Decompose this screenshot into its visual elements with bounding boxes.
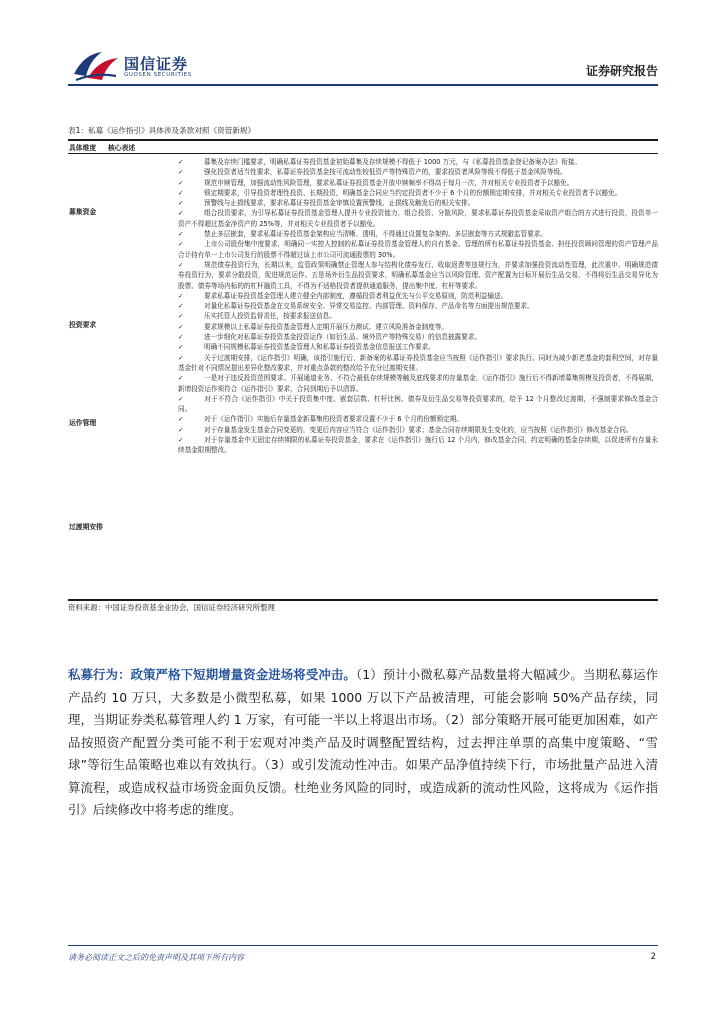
section-label-fundraising: 募集资金 (69, 208, 97, 216)
column-header-dimension: 具体维度 (69, 144, 97, 152)
table-row (178, 311, 658, 321)
check-icon: ✓ (178, 230, 184, 239)
row-text: 关于过渡期安排，《运作指引》明确，该指引施行后，新备案的私募证券投资基金应当按照《运作指引》要求执行。同时为减少新老基金的套利空间，对存量基金针对不同情况提出差异化整改要求，并对重点条款的整改给予充分过渡期安排。 (178, 353, 658, 372)
table-row (178, 373, 658, 394)
row-text: 规范申赎管理，加强流动性风险管理，要求私募证券投资基金开放申赎频率不得高于每月一次，并对相关专业投资者予以豁免。 (204, 178, 574, 187)
table-row (178, 260, 658, 291)
page-header (0, 0, 724, 90)
section-label-investment: 投资要求 (69, 321, 97, 329)
check-icon: ✓ (178, 209, 184, 218)
paragraph-lead: 私募行为：政策严格下短期增量资金进场将受冲击。 (68, 667, 356, 682)
table-row (178, 394, 658, 415)
body-paragraph (68, 664, 658, 822)
table-row (178, 342, 658, 352)
column-header-content: 核心表述 (108, 144, 136, 152)
check-icon: ✓ (178, 436, 184, 445)
table-header-rule (68, 153, 658, 154)
table-row (178, 425, 658, 435)
table-row (178, 178, 658, 188)
table-row (178, 414, 658, 424)
logo-mark-icon (72, 50, 120, 82)
table-row (178, 435, 658, 456)
check-icon: ✓ (178, 158, 184, 166)
table-row (178, 208, 658, 229)
row-text: 对量化私募证券投资基金在交易系统安全、异常交易监控、内部管理、资料保存、产品命名等方面提出规范要求。 (204, 302, 534, 311)
paragraph-text: （1）预计小微私募产品数量将大幅减少。当期私募运作产品约 10 万只，大多数是小微型私募，如果 1000 万以下产品被清理，可能会影响 50%产品存续，同理，当期证券类私募管理人约 1 万家，有可能一半以上将退出市场。（2）部分策略开展可能更加困难，如产品按照资产配置分类可能不利于宏观对冲类产品及时调整配置结构，过去押注单票的高集中度策略、“雪球”等衍生品策略也难以有效执行。（3）或引发流动性冲击。如果产品净值持续下行，市场批量产品进入清算流程，或造成权益市场资金面负反馈。杜绝业务风险的同时，或造成新的流动性风险，这将成为《运作指引》后续修改中将考虑的维度。 (68, 667, 659, 817)
table-top-rule (68, 139, 658, 141)
table-row (178, 332, 658, 342)
row-text: 锁定期要求，引导投资者理性投资、长期投资，明确基金合同应当约定投资者不少于 6 个月的份额锁定期安排，并对相关专业投资者予以豁免。 (204, 188, 622, 197)
table-items (178, 157, 658, 456)
check-icon: ✓ (178, 168, 184, 177)
table-row (178, 157, 658, 167)
check-icon: ✓ (178, 291, 184, 300)
row-text: 强化投资者适当性要求，私募证券投资基金按可流动性较低资产等特殊资产的，要求投资者风险等级不得低于基金风险等级。 (204, 168, 567, 177)
table-bottom-rule (68, 599, 658, 601)
row-text: 预警线与止损线要求，要求私募证券投资基金审慎设置预警线、止损线及触发后的相关安排。 (204, 199, 475, 208)
table-header (68, 142, 658, 152)
row-text: 一是对于违反投资范围要求、开展通道业务、不符合最低存续规模等触及底线要求的存量基金，《运作指引》施行后不得新增募集规模及投资者，不得展期，新增投资运作须符合《运作指引》要求，合同到期后予以清算。 (178, 374, 658, 393)
footer-divider (68, 945, 658, 946)
row-text: 要求规模以上私募证券投资基金管理人定期开展压力测试、建立风险准备金制度等。 (204, 322, 448, 331)
row-text: 对于《运作指引》实施后存量基金新募集的投资者要求设置不少于 6 个月的份额锁定期。 (204, 415, 463, 424)
table-row (178, 239, 658, 260)
check-icon: ✓ (178, 240, 184, 249)
logo-text-cn: 国信证券 (124, 55, 189, 73)
disclaimer-note: 请务必阅读正文之后的免责声明及其项下所有内容 (68, 953, 244, 962)
check-icon: ✓ (178, 302, 184, 311)
row-text: 募集及存续门槛要求，明确私募证券投资基金初始募集及存续规模不得低于 1000 万元，与《私募投资基金登记备案办法》衔接。 (204, 158, 582, 166)
table-row (178, 229, 658, 239)
row-text: 进一步细化对私募证券投资基金投资运作（如衍生品、境外资产等特殊交易）的信息披露要求。 (204, 333, 481, 342)
table-row (178, 322, 658, 332)
row-text: 对于存量基金发生基金合同变更的，变更后内容应当符合《运作指引》要求；基金合同存续期限发生变化的，应当按照《运作指引》修改基金合同。 (204, 425, 633, 434)
table-row (178, 198, 658, 208)
row-text: 组合投资要求，为引导私募证券投资基金管理人提升专业投资能力，组合投资、分散风险，要求私募证券投资基金采取资产组合的方式进行投资，投资单一资产不得超过基金净资产的 25%等，并对相关专业投资者予以豁免。 (178, 209, 658, 228)
row-text: 明确不同规模私募证券投资基金管理人和私募证券投资基金信息报送工作要求。 (204, 343, 435, 352)
check-icon: ✓ (178, 260, 184, 269)
check-icon: ✓ (178, 425, 184, 434)
table-title: 表1：私募《运作指引》具体涉及条款对照《资管新规》 (68, 126, 256, 135)
table-row (178, 188, 658, 198)
row-text: 禁止多层嵌套，要求私募证券投资基金架构应当清晰、透明，不得通过设置复杂架构、多层嵌套等方式规避监管要求。 (204, 230, 547, 239)
check-icon: ✓ (178, 312, 184, 321)
check-icon: ✓ (178, 353, 184, 362)
check-icon: ✓ (178, 333, 184, 342)
header-divider (68, 84, 658, 86)
check-icon: ✓ (178, 199, 184, 208)
check-icon: ✓ (178, 415, 184, 424)
row-text: 上市公司股份集中度要求，明确同一实控人控制的私募证券投资基金管理人的自有基金、管理的所有私募证券投资基金、担任投资顾问管理的资产管理产品合计持有单一上市公司发行的股票不得超过该上市公司可流通股票的 30%。 (178, 240, 658, 259)
report-type-label: 证券研究报告 (585, 64, 658, 78)
row-text: 对于存量基金中无固定存续期限的私募证券投资基金，要求在《运作指引》施行后 12 个月内，修改基金合同，约定明确的基金存续期，以促进所有存量永续基金限期整改。 (178, 436, 658, 455)
page-number: 2 (650, 952, 656, 962)
section-label-transition: 过渡期安排 (69, 523, 103, 531)
row-text: 压实托管人投资监督责任，按要求报送信息。 (204, 312, 336, 321)
table-row (178, 301, 658, 311)
table-row (178, 353, 658, 374)
table-row (178, 291, 658, 301)
check-icon: ✓ (178, 343, 184, 352)
check-icon: ✓ (178, 394, 184, 403)
check-icon: ✓ (178, 188, 184, 197)
table-row (178, 167, 658, 177)
row-text: 对于不符合《运作指引》中关于投资集中度、嵌套层数、杠杆比例、债券及衍生品交易等投资要求的，给予 12 个月整改过渡期，不强制要求修改基金合同。 (178, 394, 658, 414)
row-text: 规范债券投资行为，长期以来，监管政策明确禁止管理人参与结构化债券发行、收取返费等违规行为，并要求加强投资流动性管理，此次重申、明确规范债券投资行为，要求分散投资，促进规范运作。五是场外衍生品投资要求，明确私募基金应当以风险管理、资产配置为目标开展衍生品交易，不得将衍生品交易异化为股票、债券等场内标的的杠杆融资工具，不得为不适格投资者提供通道服务，提出集中度、杠杆等要求。 (178, 260, 658, 290)
logo-text-en: GUOSEN SECURITIES (124, 72, 192, 78)
check-icon: ✓ (178, 374, 184, 383)
table-source: 资料来源：中国证券投资基金业协会，国信证券经济研究所整理 (68, 603, 275, 612)
check-icon: ✓ (178, 322, 184, 331)
check-icon: ✓ (178, 178, 184, 187)
section-label-operation: 运作管理 (69, 419, 97, 427)
company-logo (72, 50, 202, 84)
row-text: 要求私募证券投资基金管理人建立健全内部制度，遵循投资者利益优先与公平交易原则，防范利益输送。 (204, 291, 508, 300)
